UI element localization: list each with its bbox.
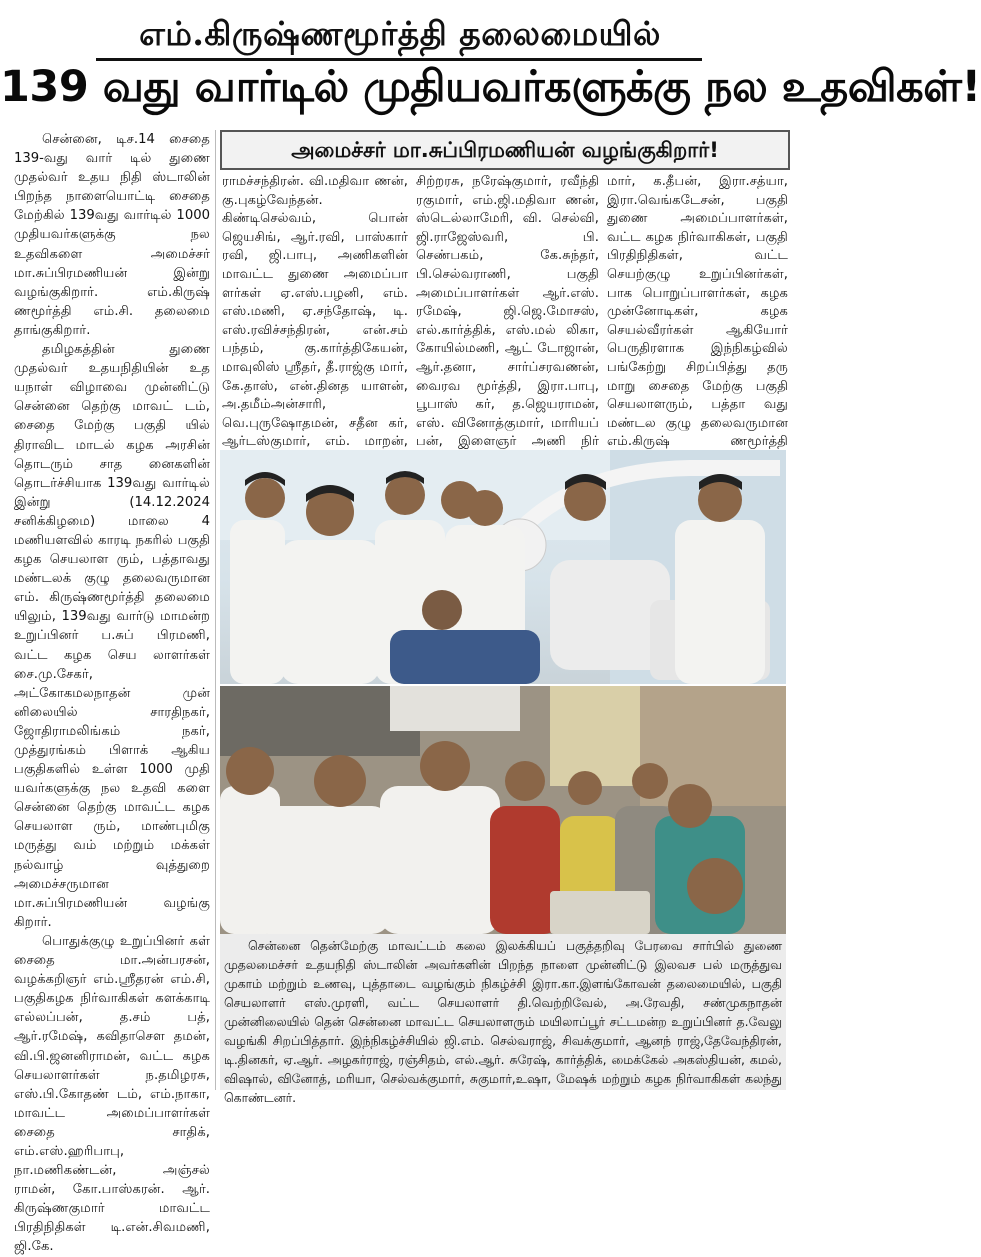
top-cut-strip	[0, 0, 800, 10]
food-distribution-illustration	[220, 686, 786, 934]
paragraph-event-details: தமிழகத்தின் துணை முதல்வர் உதயநிதியின் உத யநாள் விழாவை முன்னிட்டு சென்னை தெற்கு மாவட் டம், சைதை மேற்கு பகுதி யில் திராவிட மாடல் கழக அரசின் தொடரும் சாத னைகளின் தொடர்ச்சியாக 139வது வார்டில் இன்று (14.12.2024 சனிக்கிழமை) மாலை 4 மணியளவில் காரடி நகரில் பகுதி கழக செயலாள ரும், பத்தாவது மண்டலக் குழு தலைவருமான எம். கிருஷ்ணமூர்த்தி தலைமை யிலும், 139வது வார்டு மாமன்ற உறுப்பினர் ப.சுப் பிரமணி, வட்ட கழக செய லாளர்கள் சை.மு.சேகர், அட்கோகமலநாதன் முன் னிலையில் சாரதிநகர், ஜோதிராமலிங்கம் நகர், முத்துரங்கம் பிளாக் ஆகிய பகுதிகளில் உள்ள 1000 முதி யவர்களுக்கு நல உதவி களை சென்னை தெற்கு மாவட்ட கழக செயலாள ரும், மாண்புமிகு மருத்து வம் மற்றும் மக்கள் நல்வாழ் வுத்துறை அமைச்சருமான மா.சுப்பிரமணியன் வழங்கு கிறார்.	[14, 342, 210, 930]
subheadline-box: அமைச்சர் மா.சுப்பிரமணியன் வழங்குகிறார்!	[220, 130, 790, 170]
article-column-3: சிற்றரசு, நரேஷ்குமார், ரவீந்தி ரகுமார், எம்.ஜி.மதிவா ணன், ஸ்டெல்லாமேரி, வி. செல்வி, ஜி.ராஜேஸ்வரி, பி. செண்பகம், கே.சுந்தர், பி.செல்வராணி, பகுதி அமைப்பாளர்கள் ஆர்.எஸ். ரமேஷ், ஜி.ஜெ.மோசஸ், எல்.கார்த்திக், எஸ்.மல் லிகா, கோயில்மணி, ஆட் டோஜான், ஆர்.தனா, சார்ப்சரவணன், வைரவ மூர்த்தி, இரா.பாபு, பூபாஸ் கர், த.ஜெயராமன், எஸ். வினோத்குமார், மாரியப் பன், இளைஞர் அணி நிர்	[416, 174, 599, 450]
food-distribution-photo	[220, 686, 786, 934]
dental-camp-illustration	[220, 450, 786, 684]
article-column-2: ராமச்சந்திரன். வி.மதிவா ணன், கு.புகழ்வேந்தன். கிண்டிசெல்வம், பொன் ஜெயசிங், ஆர்.ரவி, பாஸ்கார் ரவி, ஜி.பாபு, அணிகளின் மாவட்ட துணை அமைப்பா ளர்கள் ஏ.எஸ்.பழனி, எம். எஸ்.மணி, ஏ.சந்தோஷ், டி. எஸ்.ரவிச்சந்திரன், என்.சம் பந்தம், கு.கார்த்திகேயன், மாவுலிஸ் ஸ்ரீதர், தீ.ராஜ்கு மார், கே.தாஸ், என்.தினத யாளன், அ.தமீம்அன்சாரி, வெ.புருஷோதமன், சதீன கர், ஆர்டஸ்குமார், எம். மாறன்,	[222, 174, 408, 450]
article-column-1	[14, 130, 210, 1255]
article-column-4: மார், க.தீபன், இரா.சத்யா, இரா.வெங்கடேசன், பகுதி துணை அமைப்பாளர்கள், வட்ட கழக நிர்வாகிகள், பகுதி பிரதிநிதிகள், வட்ட செயற்குழு உறுப்பினர்கள், பாக பொறுப்பாளர்கள், கழக முன்னோடிகள், கழக செயல்வீரர்கள் ஆகியோர் பெருதிரளாக இந்நிகழ்வில் பங்கேற்று சிறப்பித்து தரு மாறு சைதை மேற்கு பகுதி செயலாளரும், பத்தா வது மண்டல குழு தலைவருமான எம்.கிருஷ் ணமூர்த்தி	[607, 174, 788, 450]
column-divider	[215, 130, 216, 1090]
kicker-underline	[96, 58, 702, 61]
paragraph-dateline: சென்னை, டிச.14 சைதை 139-வது வார் டில் துணை முதல்வர் உதய நிதி ஸ்டாலின் பிறந்த நாளையொட்டி சைதை மேற்கில் 139வது வார்டில் 1000 முதியவர்களுக்கு நல உதவிகளை அமைச்சர் மா.சுப்பிரமணியன் இன்று வழங்குகிறார். எம்.கிருஷ் ணமூர்த்தி எம்.சி. தலைமை தாங்குகிறார்.	[14, 132, 210, 338]
photo-caption	[220, 934, 786, 1105]
paragraph-attendees: பொதுக்குழு உறுப்பினர் கள் சைதை மா.அன்பரசன், வழக்கறிஞர் எம்.ஸ்ரீதரன் எம்.சி, பகுதிகழக நிர்வாகிகள் களக்காடி எல்லப்பன், த.சம் பத், ஆர்.ரமேஷ், கவிதாசெள தமன், வி.பி.ஜனனிராமன், வட்ட கழக செயலாளர்கள் ந.தமிழரசு, எஸ்.பி.கோதண் டம், எம்.நாகா, மாவட்ட அமைப்பாளர்கள் சைதை சாதிக், எம்.எஸ்.ஹரிபாபு, நா.மணிகண்டன், அஞ்சல் ராமன், கோ.பாஸ்கரன். ஆர். கிருஷ்ணகுமார் மாவட்ட பிரதிநிதிகள் டி.என்.சிவமணி, ஜி.கே.	[14, 933, 210, 1255]
kicker-headline: எம்.கிருஷ்ணமூர்த்தி தலைமையில்	[139, 14, 661, 53]
caption-text: சென்னை தென்மேற்கு மாவட்டம் கலை இலக்கியப் பகுத்தறிவு பேரவை சார்பில் துணை முதலமைச்சர் உதயநிதி ஸ்டாலின் அவர்களின் பிறந்த நாளை முன்னிட்டு இலவச பல் மருத்துவ முகாம் மற்றும் உணவு, புத்தாடை வழங்கும் நிகழ்ச்சி இரா.கா.இளங்கோவன் தலைமையில், பகுதி செயலாளர் எஸ்.முரளி, வட்ட செயலாளர் தி.வெற்றிவேல், அ.ரேவதி, சண்முகநாதன் முன்னிலையில் தென் சென்னை மாவட்ட செயலாளரும் மயிலாப்பூர் சட்டமன்ற உறுப்பினர் த.வேலு வழங்கி சிறப்பித்தார். இந்நிகழ்ச்சியில் ஜி.எம். செல்வராஜ், சிவக்குமார், ஆனந் ராஜ்,தேவேந்திரன், டி.தினகர், ஏ.ஆர். அழகர்ராஜ், ரஞ்சிதம், எல்.ஆர். சுரேஷ், கார்த்திக், மைக்கேல் அகஸ்தியன், கமல், விஷால், வினோத், மரியா, செல்வக்குமார், சுகுமார்,உஷா, மேஷக் மற்றும் கழக நிர்வாகிகள் கலந்து கொண்டனர்.	[224, 938, 782, 1105]
dental-camp-photo	[220, 450, 786, 684]
main-headline: 139 வது வார்டில் முதியவர்களுக்கு நல உதவிகள்!	[0, 62, 981, 112]
